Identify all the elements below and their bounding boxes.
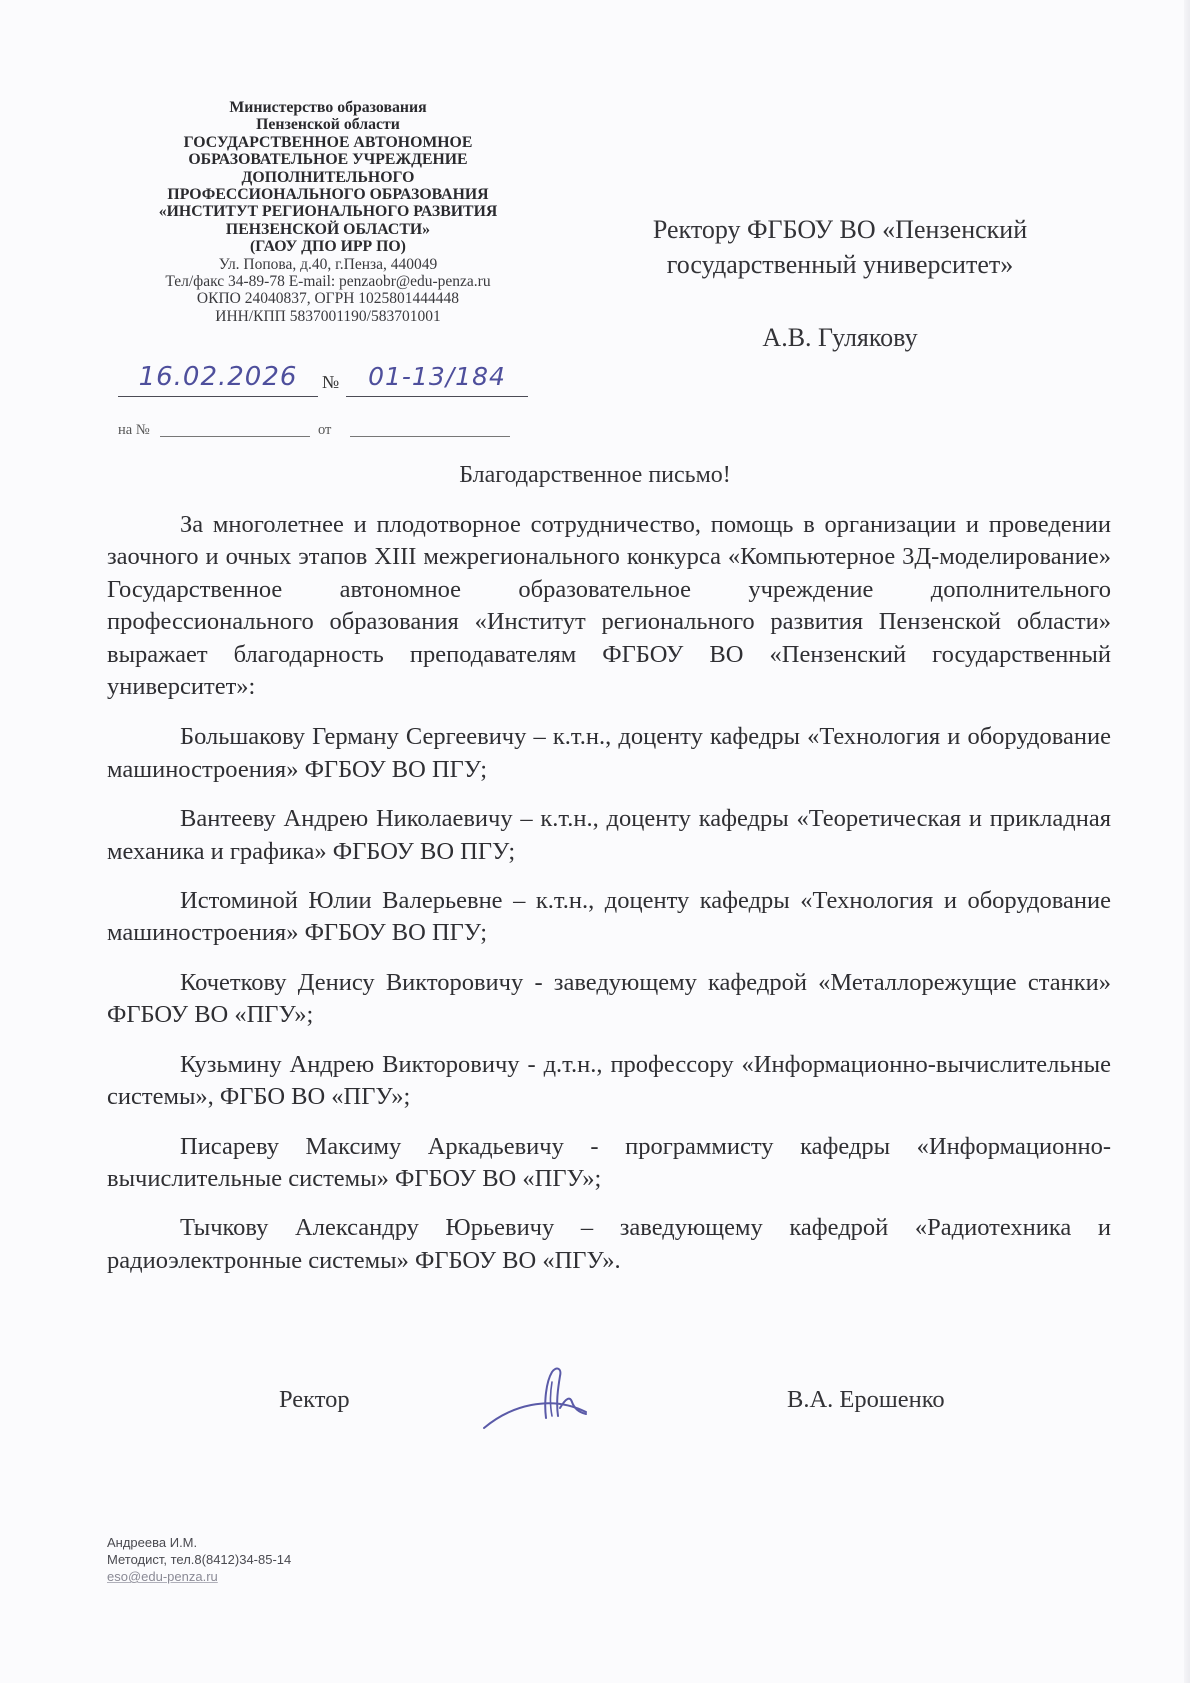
addressee-line-1: Ректору ФГБОУ ВО «Пензенский — [652, 215, 1028, 244]
body-intro: За многолетнее и плодотворное сотрудничество, помощь в организации и проведении заочного и очных этапов XIII межрегионального конкурса «Компьютерное 3Д-моделирование» Государственное автономное образовательное учреждение дополнительного профессионального образования «Институт регионального развития Пензенской области» выражает благодарность преподавателям ФГБОУ ВО «Пензенский государственный университет»: — [107, 511, 1111, 701]
org-okpo-ogrn: ОКПО 24040837, ОГРН 1025801444448 — [196, 290, 460, 308]
signatory-position: Ректор — [279, 1386, 350, 1413]
executor-name: Андреева И.М. — [107, 1535, 198, 1550]
reference-line — [118, 420, 538, 440]
recipient-item: Кузьмину Андрею Викторовичу - д.т.н., профессору «Информационно-вычислительные системы», ФГБО ВО «ПГУ»; — [107, 1050, 1111, 1111]
ministry-line-2: Пензенской области — [256, 116, 400, 134]
reference-number-label: на № — [118, 422, 150, 438]
letter-body — [107, 509, 1111, 1294]
org-name-line-5: «ИНСТИТУТ РЕГИОНАЛЬНОГО РАЗВИТИЯ — [158, 203, 498, 221]
org-contacts: Тел/факс 34-89-78 E-mail: penzaobr@edu-penza.ru — [165, 273, 491, 291]
recipient-item: Большакову Герману Сергеевичу – к.т.н., доценту кафедры «Технология и оборудование машиностроения» ФГБОУ ВО ПГУ; — [107, 723, 1111, 783]
reference-date-blank — [350, 436, 510, 437]
page-edge — [1184, 0, 1190, 1683]
recipient-item: Кочеткову Денису Викторовичу - заведующему кафедрой «Металлорежущие станки» ФГБОУ ВО «ПГУ»; — [107, 968, 1111, 1029]
executor-email-link[interactable]: eso@edu-penza.ru — [107, 1569, 218, 1584]
org-address: Ул. Попова, д.40, г.Пенза, 440049 — [218, 255, 438, 273]
signatory-name: В.А. Ерошенко — [787, 1386, 945, 1413]
registration-line — [118, 362, 528, 402]
handwritten-signature-icon — [480, 1362, 610, 1434]
recipient-item: Тычкову Александру Юрьевичу – заведующему кафедрой «Радиотехника и радиоэлектронные системы» ФГБОУ ВО «ПГУ». — [107, 1214, 1111, 1274]
recipient-item: Писареву Максиму Аркадьевичу - программисту кафедры «Информационно-вычислительные системы» ФГБОУ ВО «ПГУ»; — [107, 1132, 1111, 1192]
addressee — [620, 212, 1060, 355]
recipient-item: Истоминой Юлии Валерьевне – к.т.н., доценту кафедры «Технология и оборудование машиностроения» ФГБОУ ВО ПГУ; — [107, 887, 1111, 947]
executor-contact — [107, 1534, 291, 1585]
letterhead — [118, 99, 538, 325]
registration-date: 16.02.2026 — [118, 362, 318, 397]
org-name-line-6: ПЕНЗЕНСКОЙ ОБЛАСТИ» — [225, 220, 431, 238]
org-name-line-3: ДОПОЛНИТЕЛЬНОГО — [241, 168, 415, 186]
reference-date-label: от — [318, 422, 332, 438]
recipient-item: Вантееву Андрею Николаевичу – к.т.н., доценту кафедры «Теоретическая и прикладная механика и графика» ФГБОУ ВО ПГУ; — [107, 805, 1111, 865]
org-name-line-1: ГОСУДАРСТВЕННОЕ АВТОНОМНОЕ — [183, 133, 473, 151]
org-inn-kpp: ИНН/КПП 5837001190/583701001 — [215, 307, 441, 325]
org-name-line-4: ПРОФЕССИОНАЛЬНОГО ОБРАЗОВАНИЯ — [167, 186, 489, 204]
signature-block — [0, 1382, 1190, 1422]
org-abbreviation: (ГАОУ ДПО ИРР ПО) — [250, 238, 406, 256]
ministry-line-1: Министерство образования — [229, 99, 427, 116]
reference-number-blank — [160, 436, 310, 437]
org-name-line-2: ОБРАЗОВАТЕЛЬНОЕ УЧРЕЖДЕНИЕ — [188, 151, 468, 169]
registration-number: 01-13/184 — [346, 362, 528, 397]
registration-number-label: № — [322, 372, 340, 392]
executor-phone: Методист, тел.8(8412)34-85-14 — [107, 1552, 292, 1567]
document-title: Благодарственное письмо! — [459, 462, 731, 488]
addressee-name: А.В. Гулякову — [762, 323, 918, 352]
addressee-line-2: государственный университет» — [666, 250, 1014, 279]
